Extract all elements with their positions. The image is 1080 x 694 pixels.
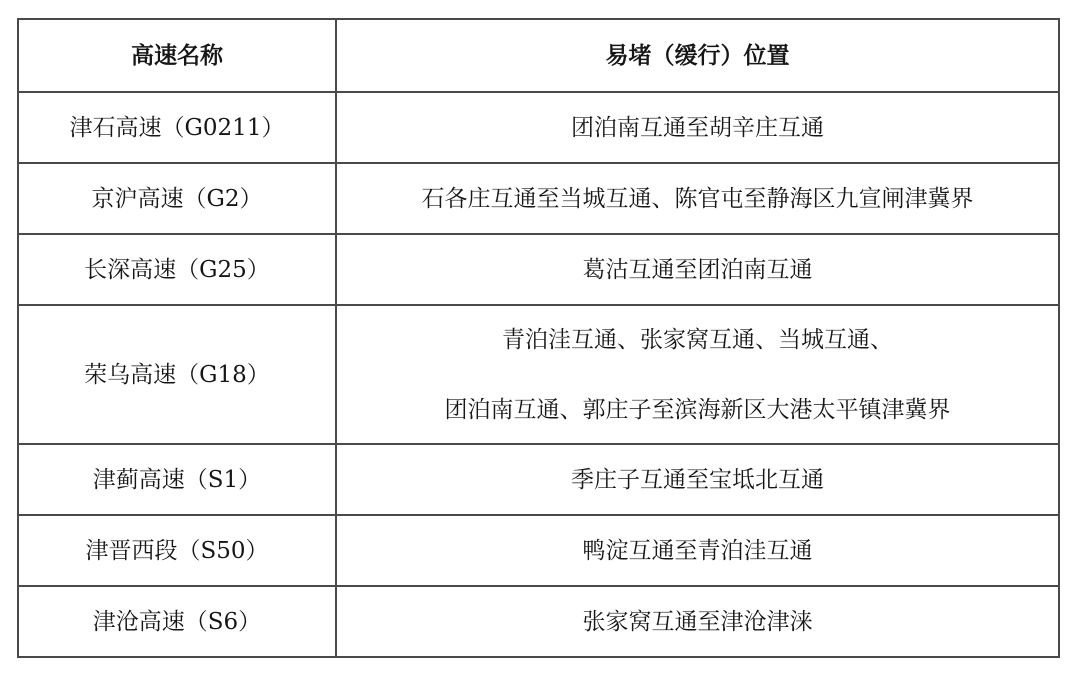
congestion-location-cell [336,234,1059,305]
location-line: 团泊南互通、郭庄子至滨海新区大港太平镇津冀界 [444,396,951,423]
congestion-table [17,18,1060,658]
table-row [18,586,1059,657]
congestion-table-container [17,18,1060,658]
highway-name-cell: 津蓟高速（S1） [18,444,336,515]
congestion-location-cell [336,163,1059,234]
congestion-location-cell [336,92,1059,163]
table-body [18,92,1059,657]
highway-name-cell: 京沪高速（G2） [18,163,336,234]
congestion-location-cell [336,515,1059,586]
table-row [18,444,1059,515]
table-row [18,163,1059,234]
location-line: 葛沽互通至团泊南互通 [582,256,813,283]
table-row [18,234,1059,305]
header-cell-congestion-location: 易堵（缓行）位置 [336,19,1059,92]
table-row [18,92,1059,163]
highway-name-cell: 长深高速（G25） [18,234,336,305]
table-row [18,305,1059,444]
header-cell-highway-name: 高速名称 [18,19,336,92]
highway-name-cell: 荣乌高速（G18） [18,305,336,444]
location-line: 鸭淀互通至青泊洼互通 [582,537,813,564]
location-line: 青泊洼互通、张家窝互通、当城互通、 [502,326,893,353]
congestion-location-cell [336,444,1059,515]
location-line: 石各庄互通至当城互通、陈官屯至静海区九宣闸津冀界 [421,185,974,212]
highway-name-cell: 津沧高速（S6） [18,586,336,657]
congestion-location-cell [336,586,1059,657]
congestion-location-cell [336,305,1059,444]
header-row [18,19,1059,92]
location-line: 张家窝互通至津沧津涞 [582,608,813,635]
highway-name-cell: 津石高速（G0211） [18,92,336,163]
location-line: 团泊南互通至胡辛庄互通 [571,114,824,141]
table-row [18,515,1059,586]
location-line: 季庄子互通至宝坻北互通 [571,466,824,493]
highway-name-cell: 津晋西段（S50） [18,515,336,586]
